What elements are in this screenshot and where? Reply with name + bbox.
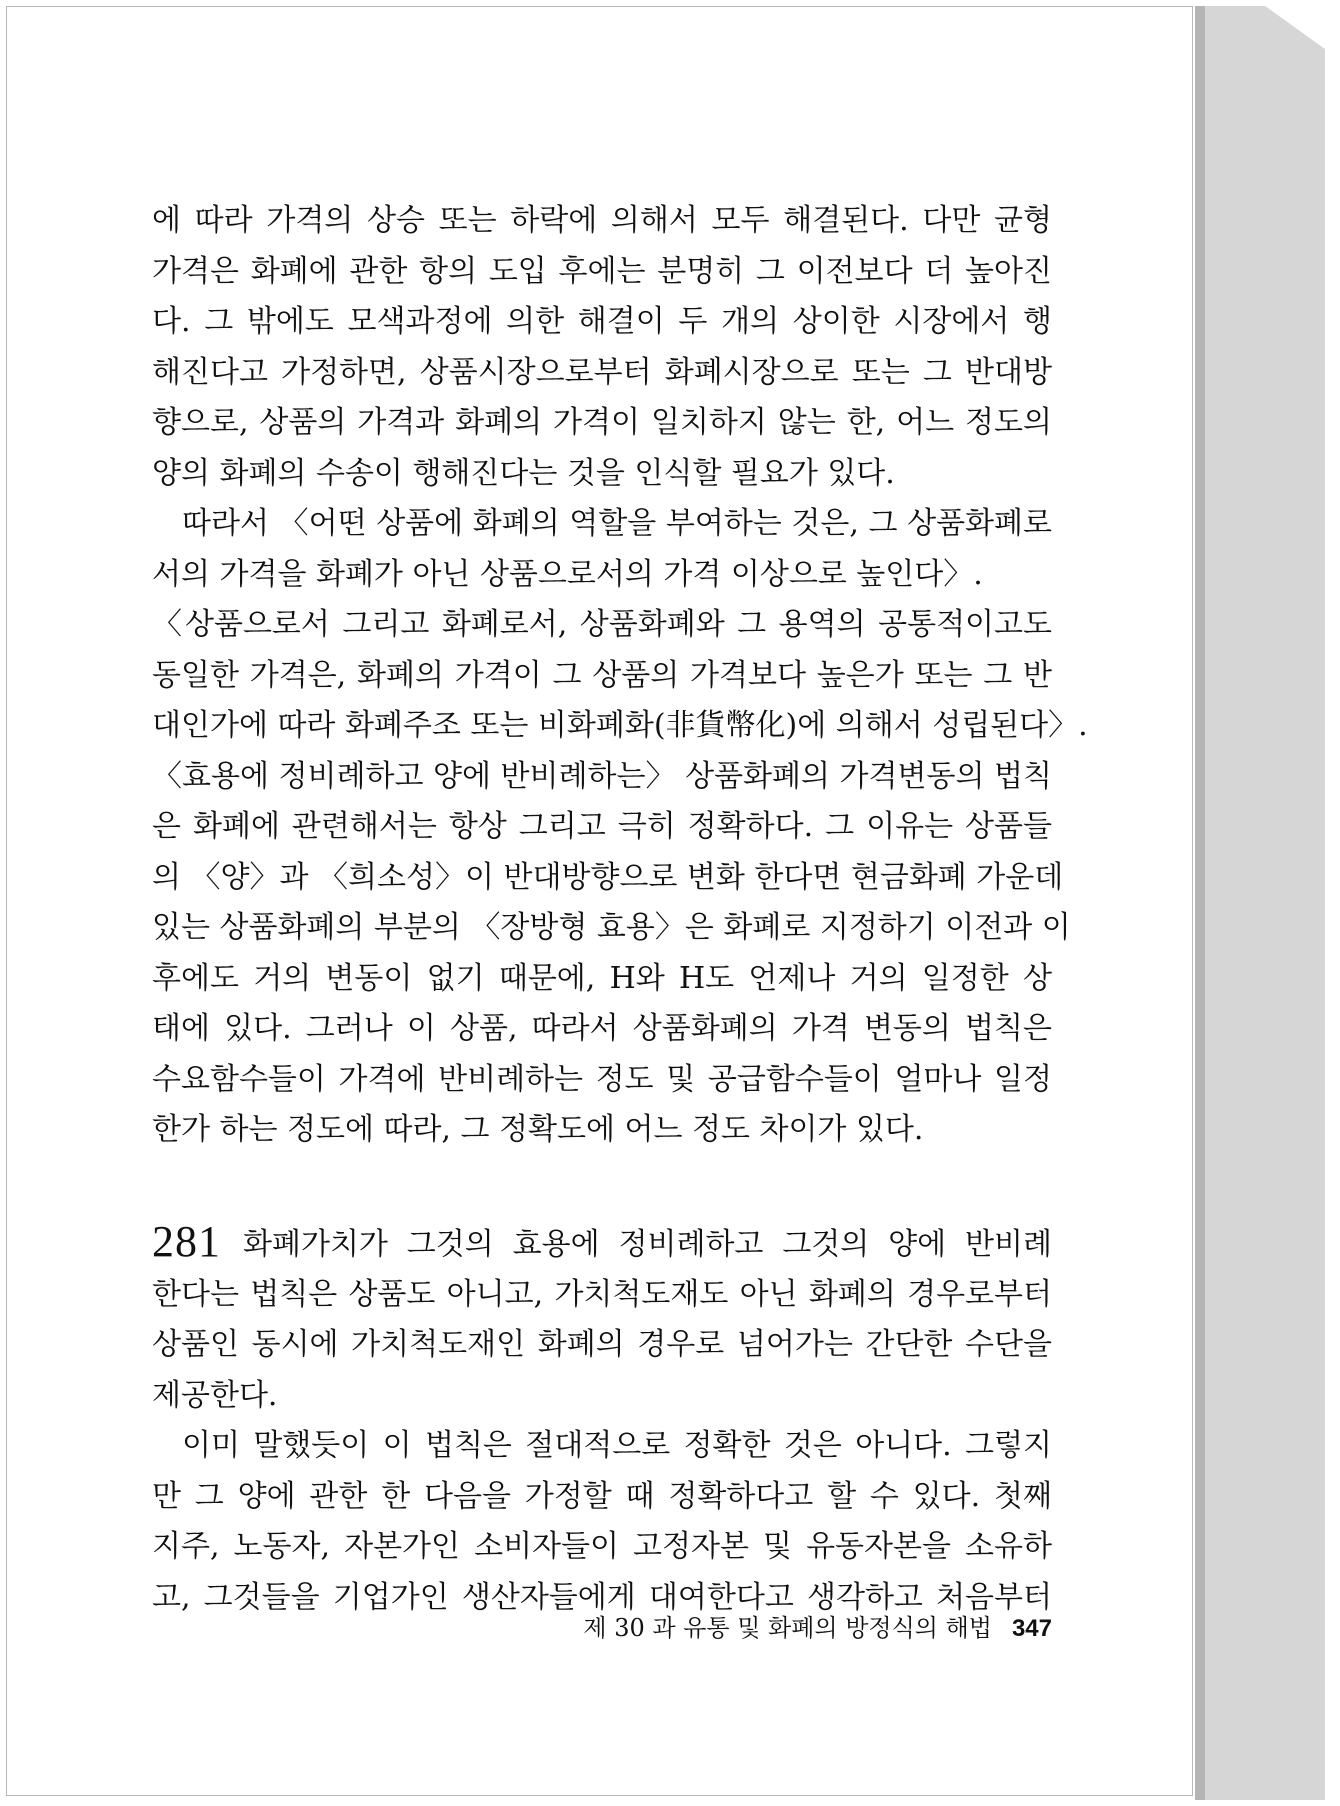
text-line: 대인가에 따라 화폐주조 또는 비화폐화(非貨幣化)에 의해서 성립된다〉. xyxy=(152,708,1088,743)
section-number: 281 xyxy=(152,1216,221,1266)
text-line: 의 〈양〉과 〈희소성〉이 반대방향으로 변화 한다면 현금화폐 가운데 xyxy=(152,859,1064,895)
text-line: 후에도 거의 변동이 없기 때문에, H와 H도 언제나 거의 일정한 상 xyxy=(152,960,1052,996)
text-line: 에 따라 가격의 상승 또는 하락에 의해서 모두 해결된다. 다만 균형 xyxy=(152,203,1052,238)
text-line: 제공한다. xyxy=(152,1377,278,1413)
text-line: 양의 화폐의 수송이 행해진다는 것을 인식할 필요가 있다. xyxy=(152,455,895,491)
text-line: 지주, 노동자, 자본가인 소비자들이 고정자본 및 유동자본을 소유하 xyxy=(152,1529,1052,1564)
paragraph xyxy=(152,196,1052,499)
page-footer xyxy=(536,1613,1052,1644)
text-line: 상품인 동시에 가치척도재인 화폐의 경우로 넘어가는 간단한 수단을 xyxy=(152,1327,1052,1362)
text-line: 한가 하는 정도에 따라, 그 정확도에 어느 정도 차이가 있다. xyxy=(152,1112,924,1147)
text-line: 해진다고 가정하면, 상품시장으로부터 화폐시장으로 또는 그 반대방 xyxy=(152,354,1052,390)
text-line: 이미 말했듯이 이 법칙은 절대적으로 정확한 것은 아니다. 그렇지 xyxy=(182,1428,1052,1463)
text-line: 동일한 가격은, 화폐의 가격이 그 상품의 가격보다 높은가 또는 그 반 xyxy=(152,657,1052,693)
section-gap xyxy=(152,1156,1052,1214)
page-edge-shadow xyxy=(1195,6,1205,1800)
text-line: 가격은 화폐에 관한 항의 도입 후에는 분명히 그 이전보다 더 높아진 xyxy=(152,253,1052,289)
text-line: 있는 상품화폐의 부분의 〈장방형 효용〉은 화폐로 지정하기 이전과 이 xyxy=(152,910,1071,945)
text-line: 다. 그 밖에도 모색과정에 의한 해결이 두 개의 상이한 시장에서 행 xyxy=(152,304,1052,339)
text-line: 만 그 양에 관한 한 다음을 가정할 때 정확하다고 할 수 있다. 첫째 xyxy=(152,1478,1052,1514)
text-line: 한다는 법칙은 상품도 아니고, 가치척도재도 아닌 화폐의 경우로부터 xyxy=(152,1276,1052,1312)
body-text xyxy=(152,196,1088,1623)
text-line: 고, 그것들을 기업가인 생산자들에게 대여한다고 생각하고 처음부터 xyxy=(152,1579,1052,1615)
text-line: 〈효용에 정비례하고 양에 반비례하는〉 상품화폐의 가격변동의 법칙 xyxy=(152,758,1052,794)
text-line: 은 화폐에 관련해서는 항상 그리고 극히 정확하다. 그 이유는 상품들 xyxy=(152,809,1052,844)
page-edge xyxy=(1195,6,1325,1800)
paragraph xyxy=(152,499,1052,600)
text-line: 수요함수들이 가격에 반비례하는 정도 및 공급함수들이 얼마나 일정 xyxy=(152,1061,1052,1097)
text-line: 서의 가격을 화폐가 아닌 상품으로서의 가격 이상으로 높인다〉. xyxy=(152,556,983,592)
text-line: 화폐가치가 그것의 효용에 정비례하고 그것의 양에 반비례 xyxy=(243,1226,1052,1262)
paragraph xyxy=(152,600,1088,752)
chapter-title: 제 30 과 유통 및 화폐의 방정식의 해법 xyxy=(583,1614,992,1642)
text-line: 향으로, 상품의 가격과 화폐의 가격이 일치하지 않는 한, 어느 정도의 xyxy=(152,405,1052,440)
section-first-line xyxy=(152,1214,1052,1270)
section xyxy=(152,1214,1052,1422)
text-line: 태에 있다. 그러나 이 상품, 따라서 상품화폐의 가격 변동의 법칙은 xyxy=(152,1011,1052,1046)
text-line: 〈상품으로서 그리고 화폐로서, 상품화폐와 그 용역의 공통적이고도 xyxy=(152,607,1052,642)
text-line: 따라서 〈어떤 상품에 화폐의 역할을 부여하는 것은, 그 상품화폐로 xyxy=(182,506,1052,541)
paragraph xyxy=(152,752,1071,1156)
page-number: 347 xyxy=(1011,1615,1052,1642)
paragraph xyxy=(152,1421,1052,1623)
